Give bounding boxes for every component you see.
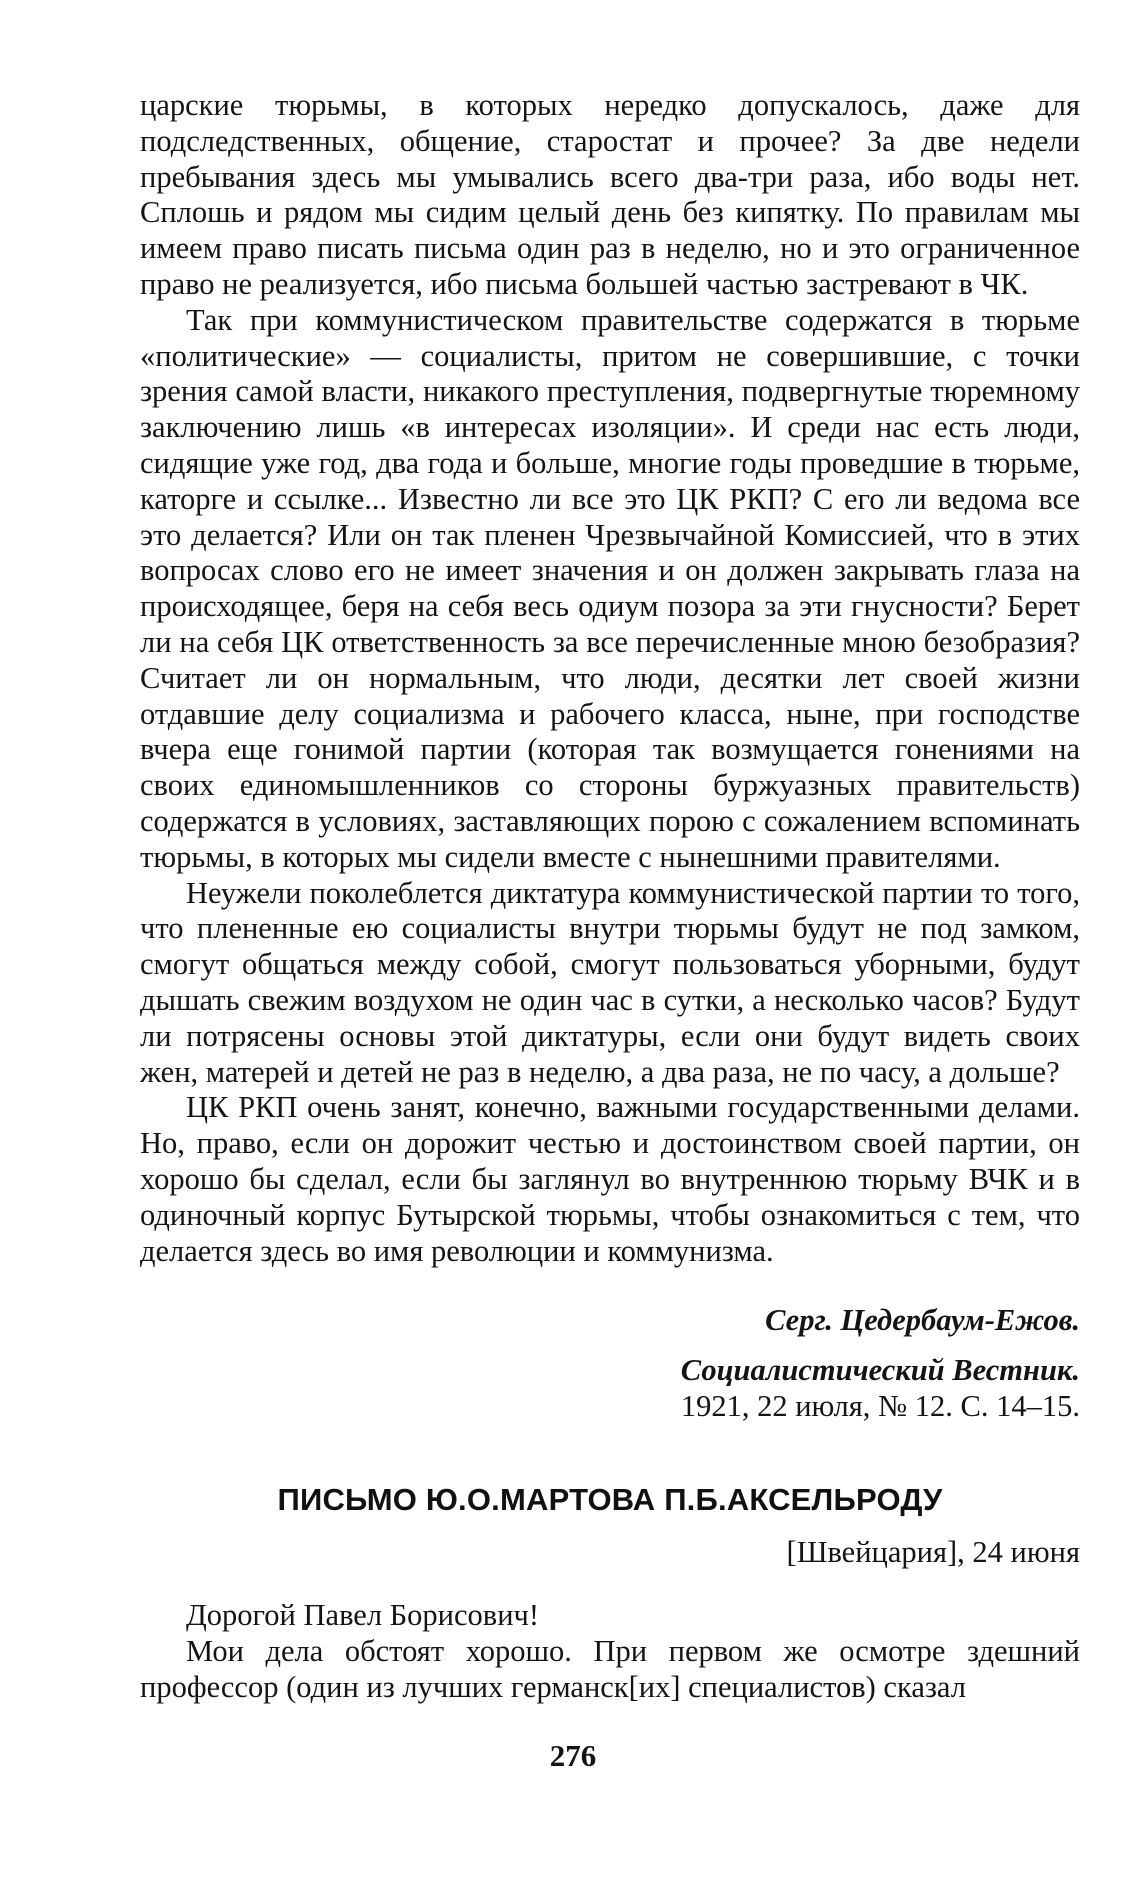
letter-greeting: Дорогой Павел Борисович!: [186, 1598, 540, 1632]
author-signature: Серг. Цедербаум-Ежов.: [765, 1303, 1080, 1337]
paragraph: Так при коммунистическом правительстве содержатся в тюрьме «политические» — социалисты, притом не совершившие, с точки зрения самой власти, никакого преступления, подвергнутые тюремному заключению лишь «в интересах изоляции». И среди нас есть люди, сидящие уже год, два года и больше, многие годы проведшие в тюрьме, каторге и ссылке... Известно ли все это ЦК РКП? С его ли ведома все это делается? Или он так пленен Чрезвычайной Комиссией, что в этих вопросах слово его не имеет значения и он должен закрывать глаза на происходящее, беря на себя весь одиум позора за эти гнусности? Берет ли на себя ЦК ответственность за все перечисленные мною безобразия? Считает ли он нормальным, что люди, десятки лет своей жизни отдавшие делу социализма и рабочего класса, ныне, при господстве вчера еще гонимой партии (которая так возмущается гонениями на своих единомышленников со стороны буржуазных правительств) содержатся в условиях, заставляющих порою с сожалением вспоминать тюрьмы, в которых мы сидели вместе с нынешними правителями.: [140, 302, 1080, 874]
paragraph-continuation: царские тюрьмы, в которых нередко допускалось, даже для подследственных, общение, старостат и прочее? За две недели пребывания здесь мы умывались всего два-три раза, ибо воды нет. Сплошь и рядом мы сидим целый день без кипятку. По правилам мы имеем право писать письма один раз в неделю, но и это ограниченное право не реализуется, ибо письма большей частью застревают в ЧК.: [140, 88, 1080, 301]
letter-place-date: [Швейцария], 24 июня: [786, 1535, 1080, 1569]
page-number: 276: [549, 1738, 597, 1773]
paragraph: Неужели поколеблется диктатура коммунистической партии то того, что плененные ею социалисты внутри тюрьмы будут не под замком, смогут общаться между собой, смогут пользоваться уборными, будут дышать свежим воздухом не один час в сутки, а несколько часов? Будут ли потрясены основы этой диктатуры, если они будут видеть своих жен, матерей и детей не раз в неделю, а два раза, не по часу, а дольше?: [140, 875, 1080, 1089]
source-title: Социалистический Вестник.: [680, 1353, 1080, 1387]
letter-text: [140, 1598, 1080, 1705]
signature-block: [140, 1302, 1080, 1424]
source-details: 1921, 22 июля, № 12. С. 14–15.: [680, 1389, 1080, 1423]
body-text: [140, 88, 1080, 1269]
letter-paragraph: Мои дела обстоят хорошо. При первом же осмотре здешний профессор (один из лучших германск[их] специалистов) сказал: [140, 1633, 1080, 1704]
paragraph: ЦК РКП очень занят, конечно, важными государственными делами. Но, право, если он дорожит честью и достоинством своей партии, он хорошо бы сделал, если бы заглянул во внутреннюю тюрьму ВЧК и в одиночный корпус Бутырской тюрьмы, чтобы ознакомиться с тем, что делается здесь во имя революции и коммунизма.: [140, 1090, 1080, 1268]
letter-heading: ПИСЬМО Ю.О.МАРТОВА П.Б.АКСЕЛЬРОДУ: [277, 1482, 943, 1517]
